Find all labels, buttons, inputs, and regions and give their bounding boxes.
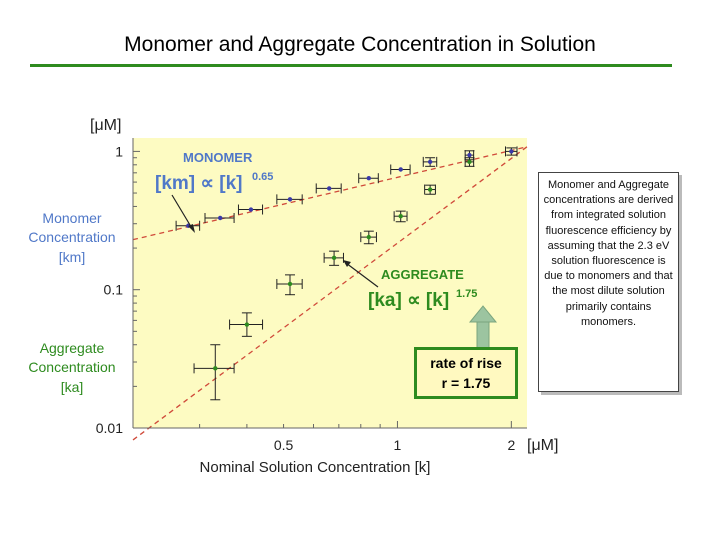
- data-marker: [367, 235, 371, 239]
- rate-of-rise-value: r = 1.75: [441, 375, 491, 391]
- monomer-annotation-formula: [km] ∝ [k]: [155, 173, 243, 194]
- monomer-axis-label-1: Monomer: [42, 210, 102, 226]
- rate-of-rise-box: [414, 347, 518, 399]
- data-marker: [509, 149, 513, 153]
- data-marker: [245, 322, 249, 326]
- data-marker: [467, 153, 471, 157]
- data-marker: [327, 186, 331, 190]
- monomer-annotation-title: MONOMER: [183, 150, 253, 165]
- data-marker: [218, 216, 222, 220]
- monomer-annotation-exponent: 0.65: [252, 171, 274, 183]
- data-marker: [288, 197, 292, 201]
- slide-title: Monomer and Aggregate Concentration in Solution: [124, 33, 596, 56]
- data-marker: [288, 282, 292, 286]
- data-marker: [428, 187, 432, 191]
- data-point: [505, 146, 517, 156]
- data-marker: [367, 176, 371, 180]
- x-tick-label: 2: [507, 437, 516, 453]
- aggregate-annotation-exponent: 1.75: [456, 288, 478, 300]
- aggregate-axis-label-1: Aggregate: [39, 340, 105, 356]
- rate-of-rise-label: rate of rise: [430, 355, 502, 371]
- data-marker: [332, 256, 336, 260]
- aggregate-annotation-title: AGGREGATE: [381, 267, 464, 282]
- y-tick-label: 0.1: [103, 281, 123, 298]
- data-marker: [399, 167, 403, 171]
- data-marker: [428, 160, 432, 164]
- aggregate-annotation-formula: [ka] ∝ [k]: [368, 290, 450, 311]
- y-unit-label: [μM]: [90, 117, 122, 134]
- rise-arrow-shaft: [477, 320, 489, 348]
- aggregate-axis-label-2: Concentration: [28, 359, 116, 375]
- x-tick-label: 0.5: [273, 437, 294, 453]
- y-tick-label: 0.01: [95, 420, 123, 436]
- x-tick-label: 1: [393, 437, 402, 453]
- data-marker: [399, 214, 403, 218]
- aggregate-axis-label-3: [ka]: [60, 379, 84, 395]
- x-unit-label: [μM]: [527, 437, 559, 454]
- monomer-axis-label-2: Concentration: [28, 229, 116, 245]
- y-tick-label: 1: [115, 143, 123, 160]
- explanation-callout: Monomer and Aggregate concentrations are derived from integrated solution fluorescence efficiency by assuming that the 2.3 eV solution fluorescence is due to monomers and that the most dilute solution primarily contains monomers.: [538, 172, 679, 392]
- data-marker: [249, 207, 253, 211]
- monomer-axis-label-3: [km]: [58, 249, 86, 265]
- data-marker: [213, 366, 217, 370]
- x-axis-label: Nominal Solution Concentration [k]: [199, 459, 431, 476]
- data-marker: [467, 160, 471, 164]
